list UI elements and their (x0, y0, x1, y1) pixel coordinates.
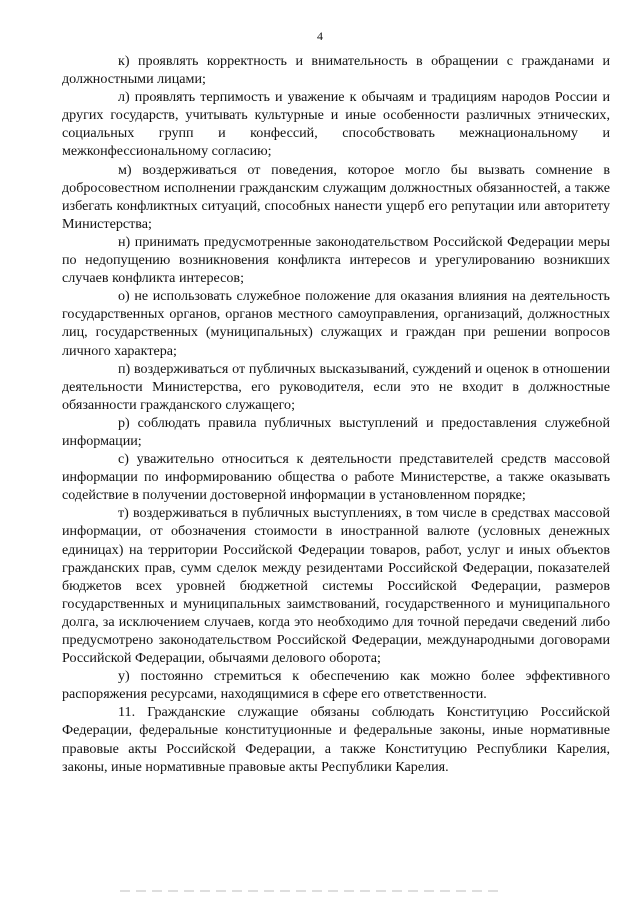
paragraph-u: у) постоянно стремиться к обеспечению как можно более эффективного распоряжения ресурсами, находящимися в сфере его ответственности. (62, 668, 610, 703)
paragraph-k: к) проявлять корректность и внимательность в обращении с гражданами и должностными лицами; (62, 53, 610, 88)
paragraph-p: п) воздерживаться от публичных высказываний, суждений и оценок в отношении деятельности Министерства, его руководителя, если это не входит в должностные обязанности гражданского служащего; (62, 360, 610, 413)
paragraph-s: с) уважительно относиться к деятельности представителей средств массовой информации по информированию общества о работе Министерстве, а также оказывать содействие в получении достоверной информации в установленном порядке; (62, 451, 610, 504)
document-body (62, 52, 610, 776)
page-number: 4 (317, 29, 323, 43)
paragraph-r: р) соблюдать правила публичных выступлений и предоставления служебной информации; (62, 414, 610, 449)
paragraph-n: н) принимать предусмотренные законодательством Российской Федерации меры по недопущению возникновения конфликта интересов и урегулированию возникших случаев конфликта интересов; (62, 233, 610, 287)
paragraph-11: 11. Гражданские служащие обязаны соблюдать Конституцию Российской Федерации, федеральные конституционные и федеральные законы, иные нормативные правовые акты Российской Федерации, а также Конституцию Республики Карелия, законы, иные нормативные правовые акты Республики Карелия. (62, 704, 610, 775)
paragraph-t: т) воздерживаться в публичных выступлениях, в том числе в средствах массовой информации, от обозначения стоимости в иностранной валюте (условных денежных единицах) на территории Российской Федерации товаров, работ, услуг и иных объектов гражданских прав, сумм сделок между резидентами Российской Федерации, показателей бюджетов всех уровней бюджетной системы Российской Федерации, размеров государственных и муниципальных заимствований, государственного и муниципального долга, за исключением случаев, когда это необходимо для точной передачи сведений либо предусмотрено законодательством Российской Федерации, международными договорами Российской Федерации, обычаями делового оборота; (62, 505, 610, 667)
scan-artifact (120, 890, 500, 892)
paragraph-o: о) не использовать служебное положение для оказания влияния на деятельность государственных органов, органов местного самоуправления, организаций, должностных лиц, государственных (муниципальных) служащих и граждан при решении вопросов личного характера; (62, 288, 610, 359)
paragraph-l: л) проявлять терпимость и уважение к обычаям и традициям народов России и других государств, учитывать культурные и иные особенности различных этнических, социальных групп и конфессий, способствовать межнациональному и межконфессиональному согласию; (62, 89, 610, 160)
paragraph-m: м) воздерживаться от поведения, которое могло бы вызвать сомнение в добросовестном исполнении гражданским служащим должностных обязанностей, а также избегать конфликтных ситуаций, способных нанести ущерб его репутации или авторитету Министерства; (62, 161, 610, 232)
